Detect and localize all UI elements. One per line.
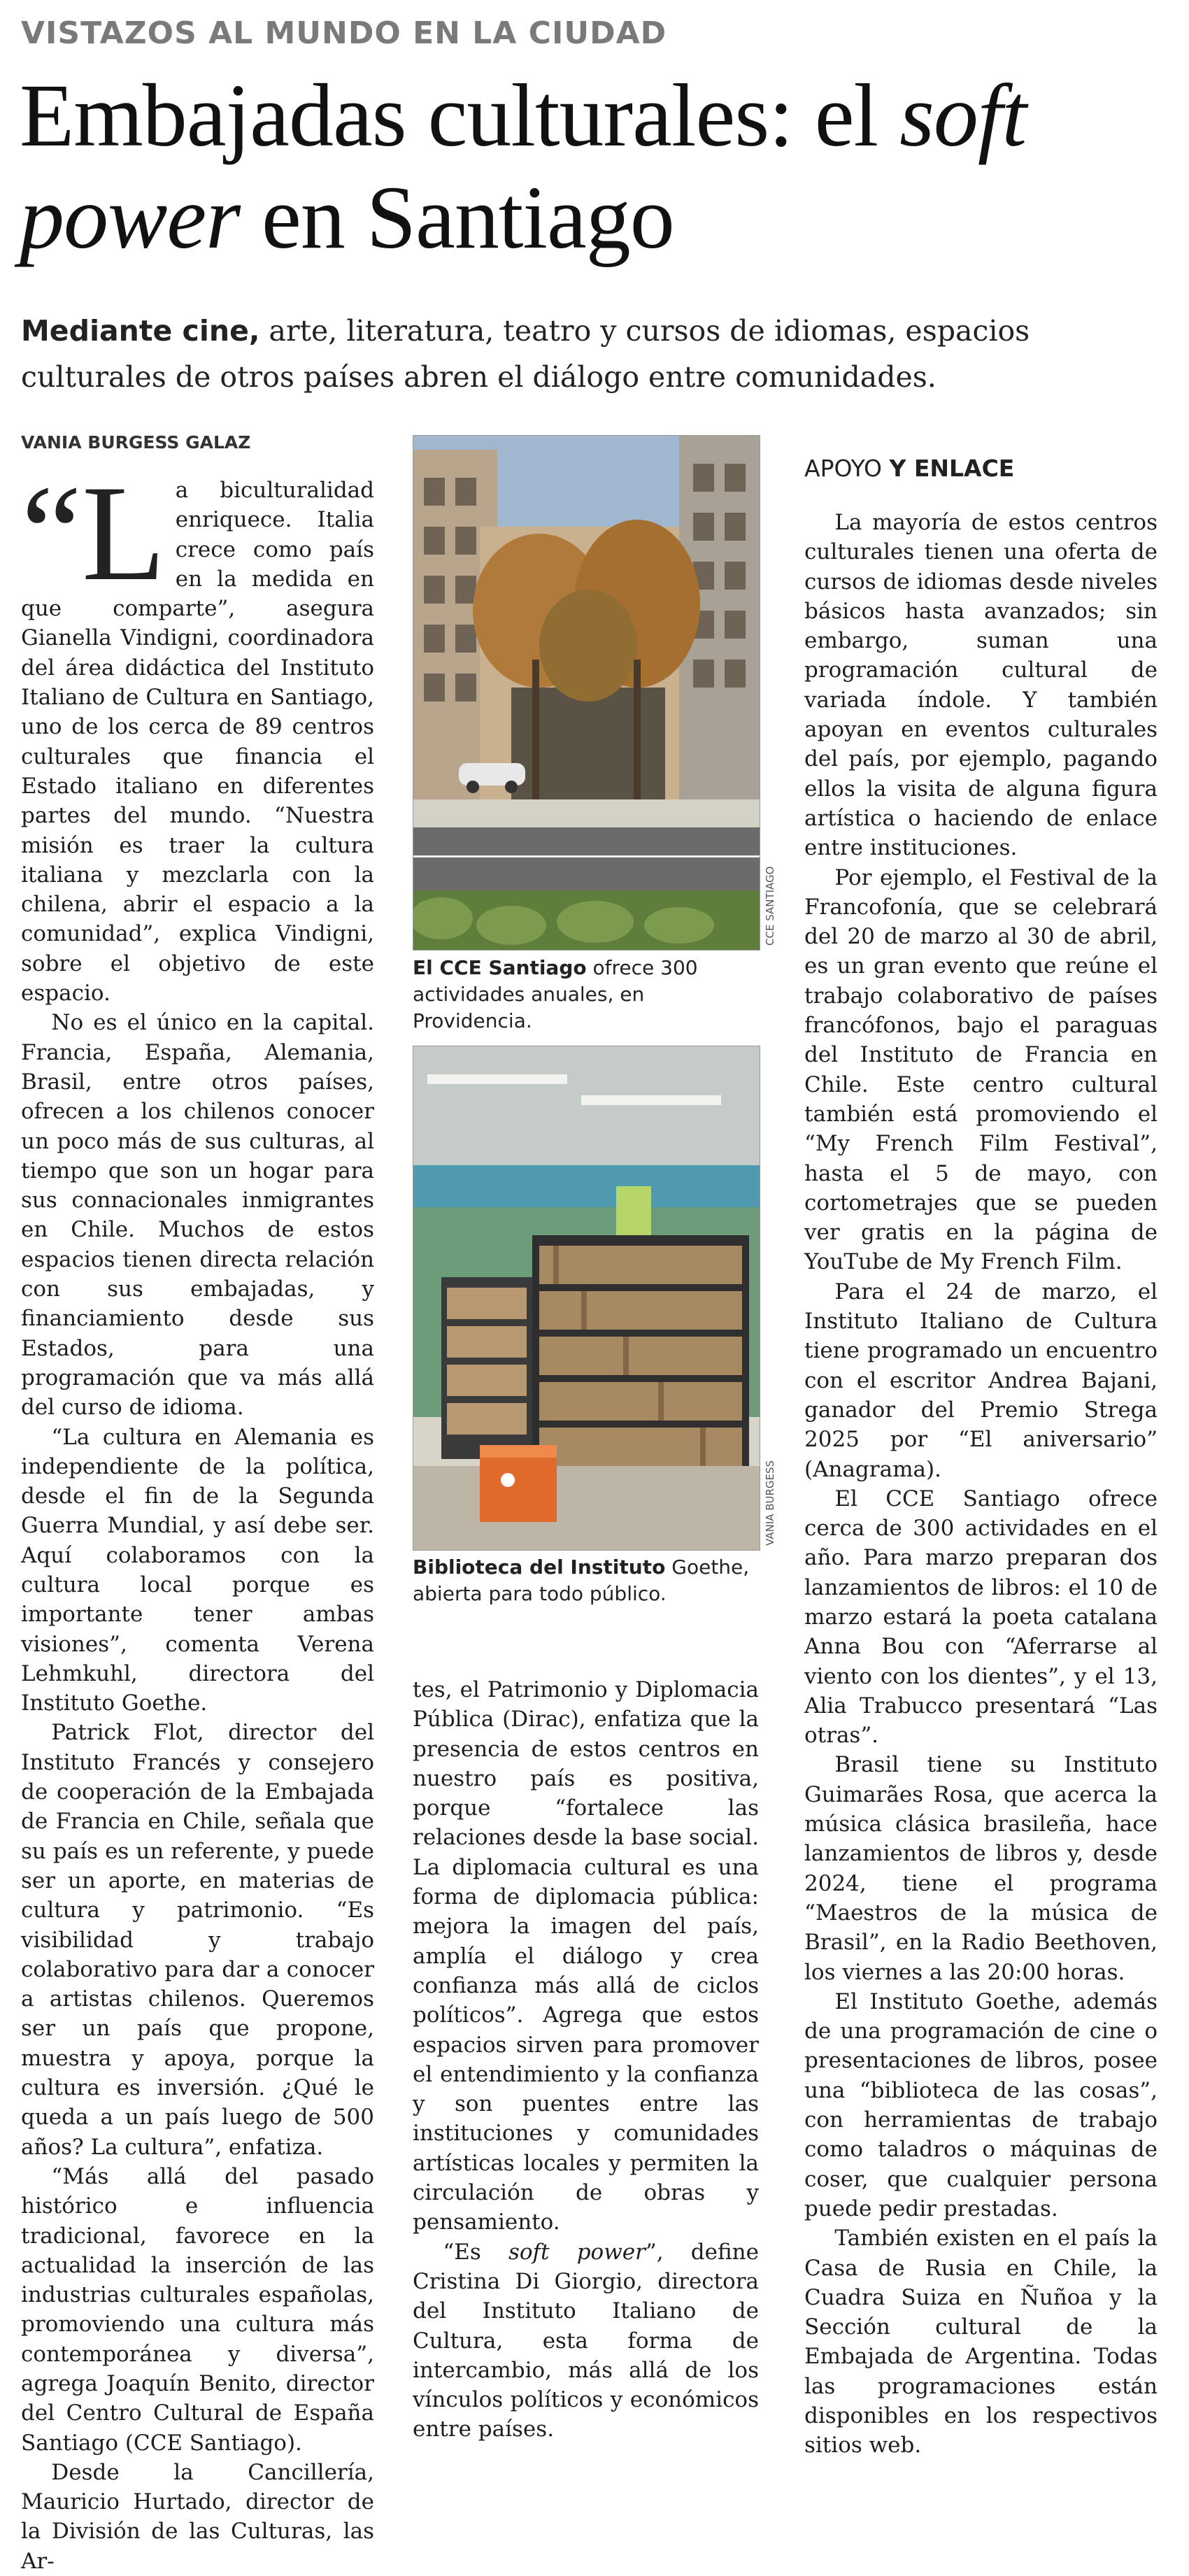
paragraph <box>413 2237 759 2445</box>
photo-credit: VANIA BURGESS <box>764 1460 776 1546</box>
paragraph-text: a biculturalidad enriquece. Italia crece como país en la medida en que comparte”, asegura Gianella Vindigni, coordinadora del área didáctica del Instituto Italiano de Cultura en Santiago, uno de los cerca de 89 centros culturales que financia el Estado italiano en diferentes partes del mundo. “Nuestra misión es traer la cultura italiana y mezclarla con la chilena, abrir el espacio a la comunidad”, explica Vindigni, sobre el objetivo de este espacio. <box>21 478 374 1006</box>
paragraph: Brasil tiene su Instituto Guimarães Rosa, que acerca la música clásica brasileña, hace lanzamientos de libros y, desde 2024, tiene el programa “Maestros de la música de Brasil”, en la Radio Beethoven, los viernes a las 20:00 horas. <box>804 1752 1158 1985</box>
photo-caption <box>413 955 762 1034</box>
headline-part3: en Santiago <box>240 168 674 267</box>
caption-bold: El CCE Santiago <box>413 956 587 979</box>
dropcap: “L <box>21 457 166 609</box>
paragraph: tes, el Patrimonio y Diplomacia Pública (Dirac), enfatiza que la presencia de estos centros en nuestro país es positiva, porque “fortalece las relaciones desde la base social. La diplomacia cultural es una forma de diplomacia pública: mejora la imagen del país, amplía el diálogo y crea confianza más allá de ciclos políticos”. Agrega que estos espacios sirven para promover el entendimiento y la confianza y son puentes entre las instituciones y comunidades artísticas locales y permiten la circulación de obras y pensamiento. <box>413 1677 759 2235</box>
paragraph: También existen en el país la Casa de Rusia en Chile, la Cuadra Suiza en Ñuñoa y la Sección cultural de la Embajada de Argentina. Todas las programaciones están disponibles en los respectivos sitios web. <box>804 2226 1158 2458</box>
subhead-bold: Y ENLACE <box>889 455 1015 482</box>
paragraph-text: ”, define Cristina Di Giorgio, directora del Instituto Italiano de Cultura, esta forma de intercambio, más allá de los vínculos políticos y económicos entre países. <box>413 2239 759 2442</box>
deck <box>21 308 1168 400</box>
paragraph: El CCE Santiago ofrece cerca de 300 actividades en el año. Para marzo preparan dos lanzamientos de libros: el 10 de marzo estará la poeta catalana Anna Bou con “Aferrarse al viento con los dientes”, y el 13, Alia Trabucco presentará “Las otras”. <box>804 1486 1158 1749</box>
paragraph: Desde la Cancillería, Mauricio Hurtado, director de la División de las Culturas, las Ar- <box>21 2459 374 2574</box>
paragraph: Para el 24 de marzo, el Instituto Italiano de Cultura tiene programado un encuentro con el escritor Andrea Bajani, ganador del Premio Strega 2025 por “El aniversario” (Anagrama). <box>804 1279 1158 1482</box>
paragraph-text: “Es <box>443 2239 508 2265</box>
caption-text: Goethe, abierta para todo público. <box>413 1556 750 1605</box>
photo-caption <box>413 1554 762 1607</box>
paragraph-italic: soft power <box>508 2239 646 2265</box>
paragraph: Patrick Flot, director del Instituto Francés y consejero de cooperación de la Embajada de Francia en Chile, señala que su país es un referente, y puede ser un aporte, en materias de cultura y patrimonio. “Es visibilidad y trabajo colaborativo para dar a conocer a artistas chilenos. Queremos ser un país que propone, muestra y apoya, porque la cultura es inversión. ¿Qué le queda a un país luego de 500 años? La cultura”, enfatiza. <box>21 1720 374 2160</box>
photo-credit: CCE SANTIAGO <box>764 866 776 946</box>
subhead-light: APOYO <box>804 455 890 482</box>
paragraph: Por ejemplo, el Festival de la Francofonía, que se celebrará del 20 de marzo al 30 de abril, es un gran evento que reúne el trabajo colaborativo de países francófonos, bajo el paraguas del Instituto de Francia en Chile. Este centro cultural también está promoviendo el “My French Film Festival”, hasta el 5 de mayo, con cortometrajes que se pueden ver gratis en la página de YouTube de My French Film. <box>804 864 1158 1275</box>
caption-bold: Biblioteca del Instituto <box>413 1556 666 1579</box>
paragraph: La mayoría de estos centros culturales tienen una oferta de cursos de idiomas desde niveles básicos hasta avanzados; sin embargo, suman una programación cultural de variada índole. Y también apoyan en eventos culturales del país, por ejemplo, pagando ellos la visita de alguna figura artística o haciendo de enlace entre instituciones. <box>804 510 1158 861</box>
column-2 <box>413 1675 759 2445</box>
column-3 <box>804 453 1158 2461</box>
paragraph: No es el único en la capital. Francia, España, Alemania, Brasil, entre otros países, ofrecen a los chilenos conocer un poco más de sus culturas, al tiempo que son un hogar para sus connacionales inmigrantes en Chile. Muchos de estos espacios tienen directa relación con sus embajadas, y financiamiento desde sus Estados, para una programación que va más allá del curso de idioma. <box>21 1010 374 1421</box>
deck-lead: Mediante cine, <box>21 314 260 348</box>
paragraph: “La cultura en Alemania es independiente de la política, desde el fin de la Segunda Guerra Mundial, y así debe ser. Aquí colaboramos con la cultura local porque es importante tener ambas visiones”, comenta Verena Lehmkuhl, directora del Instituto Goethe. <box>21 1424 374 1716</box>
deck-rest: arte, literatura, teatro y cursos de idiomas, espacios culturales de otros países abren el diálogo entre comunidades. <box>21 314 1030 394</box>
caption-text: ofrece 300 actividades anuales, en Providencia. <box>413 956 698 1032</box>
building-illustration <box>413 436 760 950</box>
photo-biblioteca-goethe <box>413 1046 760 1551</box>
headline <box>20 64 1167 269</box>
photo-cce-santiago <box>413 435 760 951</box>
subhead <box>804 453 1158 484</box>
column-1 <box>21 457 374 2576</box>
byline: VANIA BURGESS GALAZ <box>21 432 251 453</box>
section-kicker: VISTAZOS AL MUNDO EN LA CIUDAD <box>21 15 667 51</box>
paragraph: “Más allá del pasado histórico e influencia tradicional, favorece en la actualidad la inserción de las industrias culturales españolas, promoviendo una cultura más contemporánea y diversa”, agrega Joaquín Benito, director del Centro Cultural de España Santiago (CCE Santiago). <box>21 2163 374 2456</box>
library-illustration <box>413 1046 760 1550</box>
headline-italic-soft: soft <box>899 66 1026 165</box>
headline-part1: Embajadas culturales: el <box>20 66 900 165</box>
headline-italic-power: power <box>20 168 240 267</box>
paragraph: El Instituto Goethe, además de una programación de cine o presentaciones de libros, posee una “biblioteca de las cosas”, con herramientas de trabajo como taladros o máquinas de coser, que cualquier persona puede pedir prestadas. <box>804 1988 1158 2221</box>
paragraph <box>21 457 374 1008</box>
